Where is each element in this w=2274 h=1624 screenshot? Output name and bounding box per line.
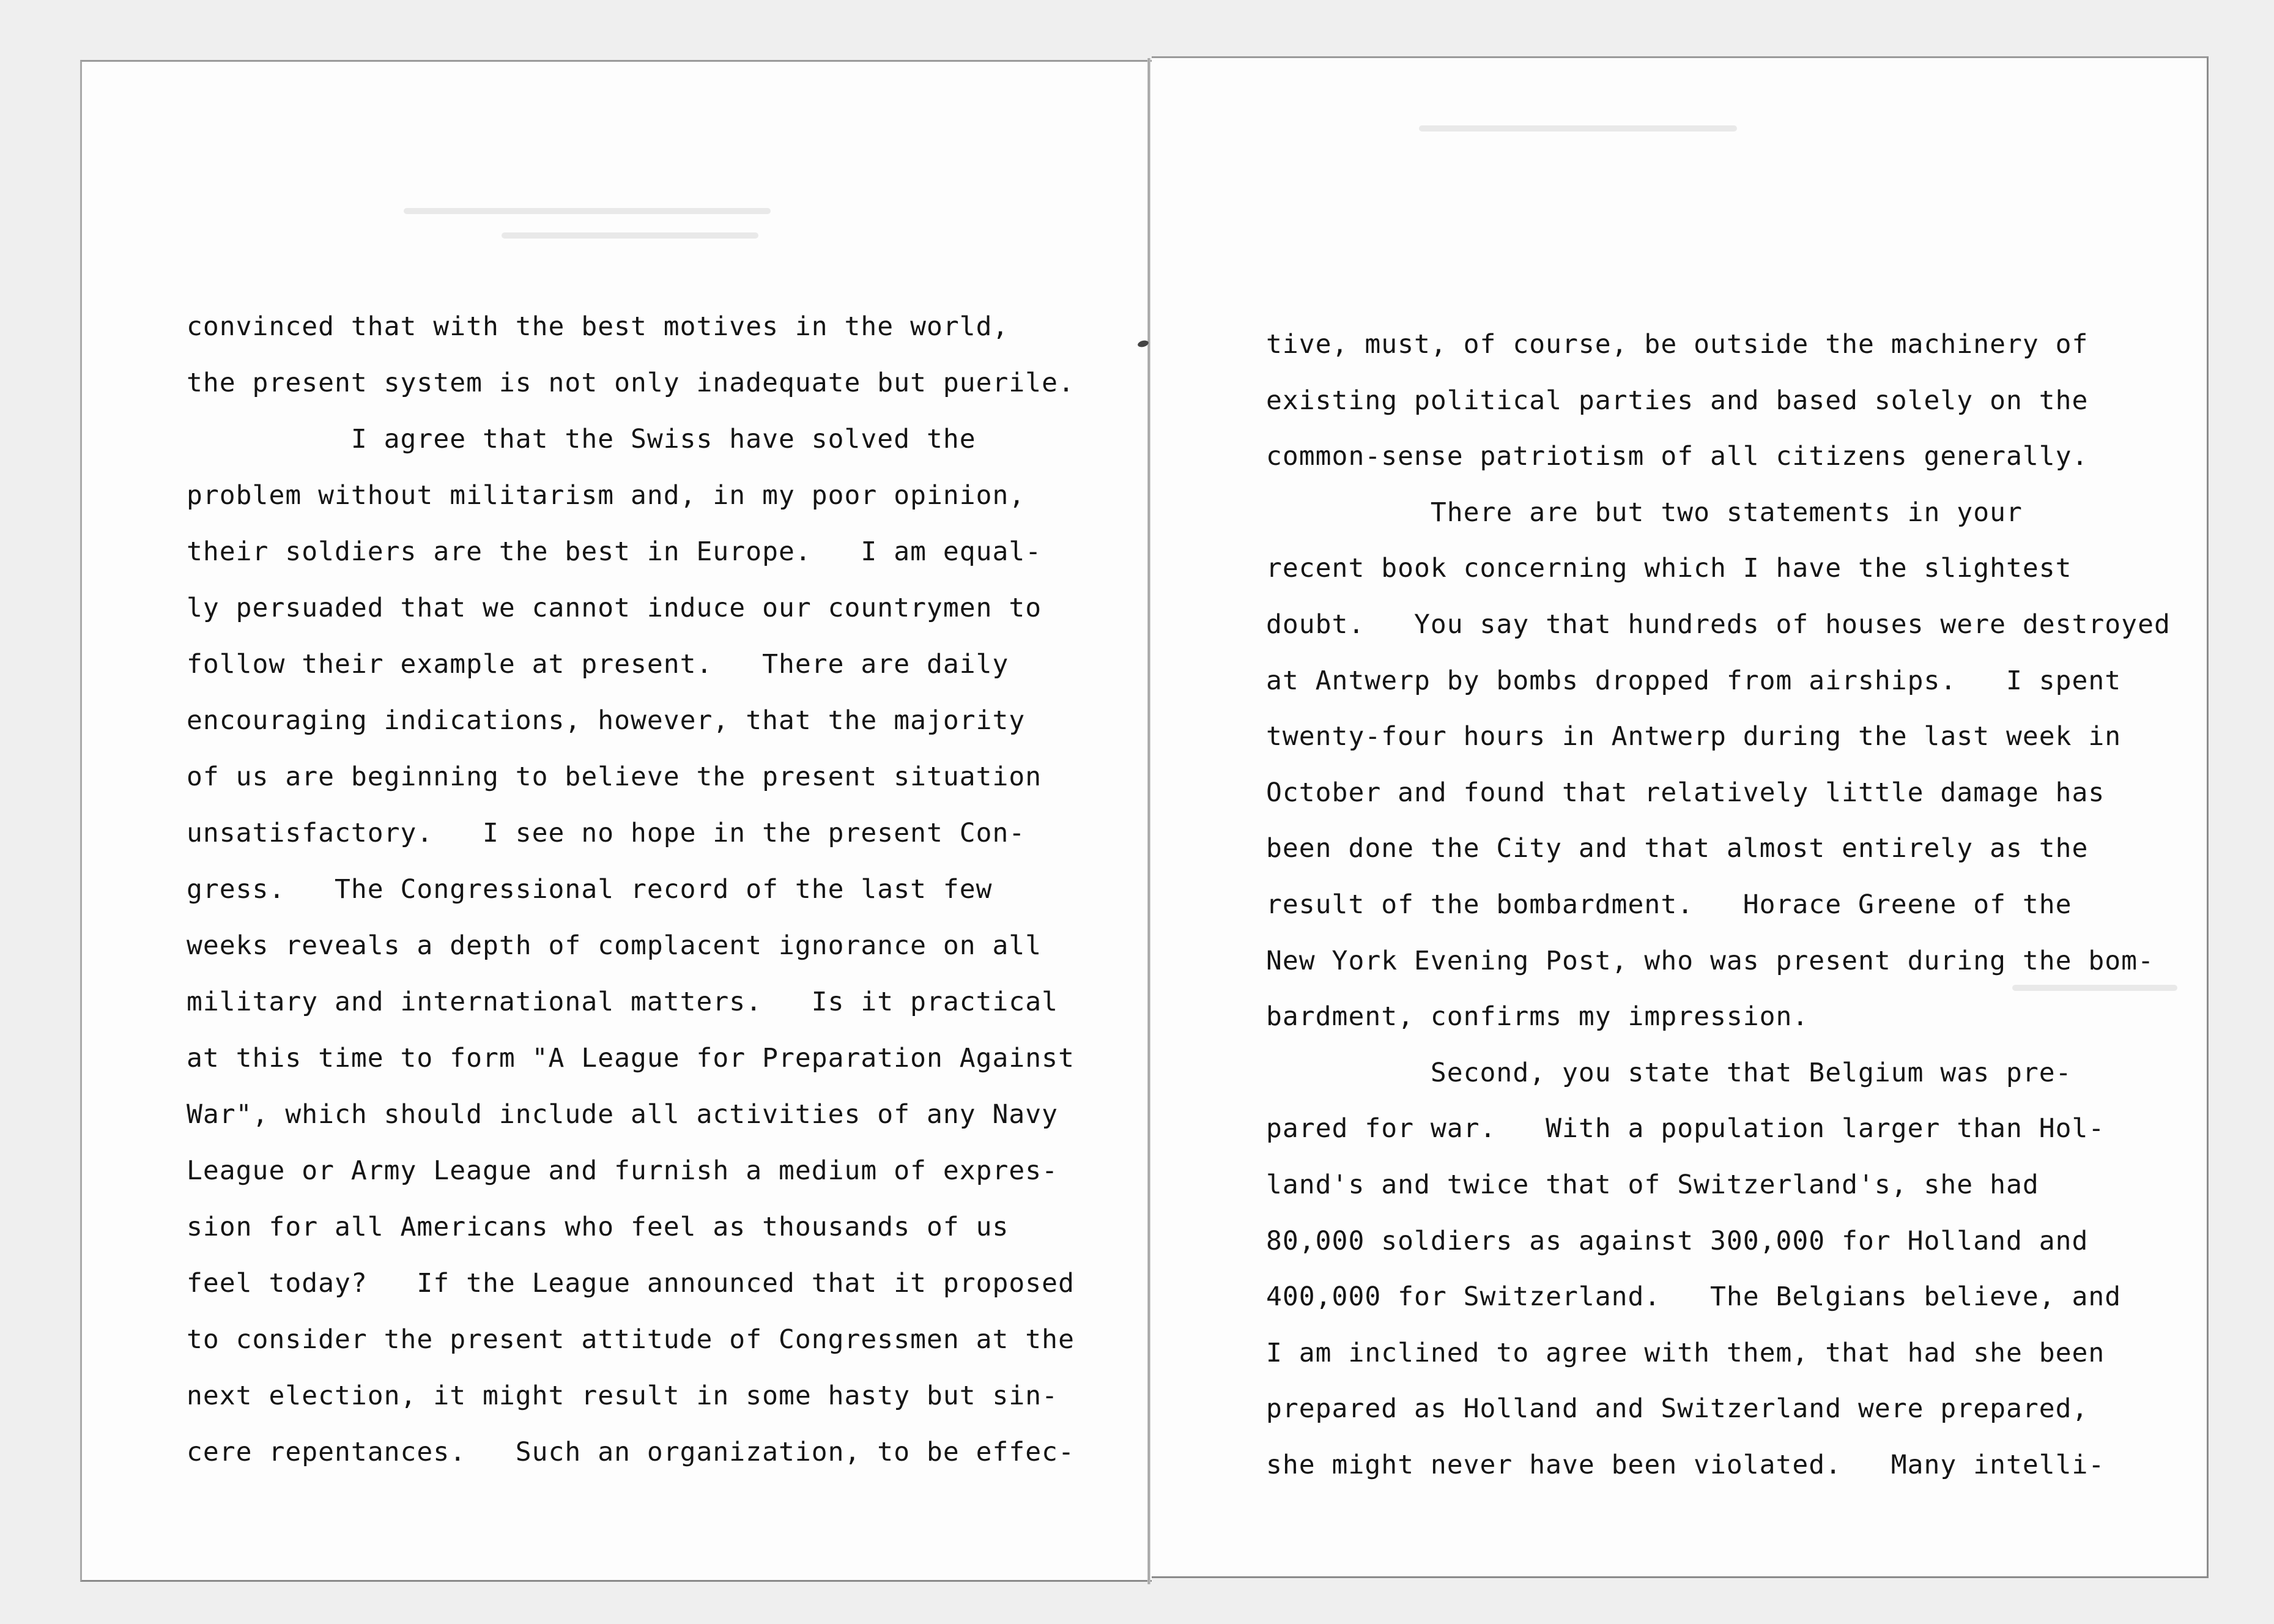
- text-line: encouraging indications, however, that the majority: [187, 705, 1026, 736]
- text-line: she might never have been violated. Many intelli-: [1266, 1449, 2105, 1480]
- text-line: their soldiers are the best in Europe. I am equal-: [187, 536, 1042, 567]
- right-page-text: [1266, 317, 2183, 1493]
- text-line: land's and twice that of Switzerland's, she had: [1266, 1169, 2039, 1200]
- text-line: the present system is not only inadequate but puerile.: [187, 368, 1075, 398]
- text-line: New York Evening Post, who was present during the bom-: [1266, 945, 2154, 976]
- text-line: recent book concerning which I have the slightest: [1266, 553, 2072, 584]
- text-line: War", which should include all activities of any Navy: [187, 1099, 1059, 1130]
- text-line: prepared as Holland and Switzerland were prepared,: [1266, 1393, 2089, 1425]
- text-line: of us are beginning to believe the present situation: [187, 762, 1042, 792]
- bleed-through-smudge: [404, 208, 771, 214]
- text-line: pared for war. With a population larger than Hol-: [1266, 1113, 2105, 1144]
- text-line: next election, it might result in some hasty but sin-: [187, 1381, 1059, 1411]
- text-line: 400,000 for Switzerland. The Belgians believe, and: [1266, 1281, 2122, 1313]
- text-line: Second, you state that Belgium was pre-: [1266, 1057, 2072, 1088]
- text-line: ly persuaded that we cannot induce our countrymen to: [187, 593, 1042, 623]
- text-line: League or Army League and furnish a medium of expres-: [187, 1155, 1059, 1186]
- text-line: follow their example at present. There are daily: [187, 649, 1009, 680]
- text-line: common-sense patriotism of all citizens generally.: [1266, 441, 2089, 472]
- text-line: to consider the present attitude of Congressmen at the: [187, 1324, 1075, 1355]
- text-line: doubt. You say that hundreds of houses were destroyed: [1266, 609, 2171, 640]
- text-line: There are but two statements in your: [1266, 497, 2023, 528]
- text-line: military and international matters. Is it practical: [187, 987, 1059, 1017]
- text-line: October and found that relatively little damage has: [1266, 777, 2105, 808]
- text-line: sion for all Americans who feel as thousands of us: [187, 1212, 1009, 1242]
- text-line: problem without militarism and, in my poor opinion,: [187, 480, 1026, 511]
- text-line: bardment, confirms my impression.: [1266, 1001, 1809, 1033]
- text-line: at Antwerp by bombs dropped from airships. I spent: [1266, 665, 2122, 696]
- text-line: existing political parties and based solely on the: [1266, 385, 2089, 416]
- text-line: tive, must, of course, be outside the machinery of: [1266, 329, 2089, 360]
- text-line: I agree that the Swiss have solved the: [187, 424, 976, 454]
- bleed-through-smudge: [502, 232, 758, 239]
- text-line: unsatisfactory. I see no hope in the present Con-: [187, 818, 1026, 848]
- text-line: twenty-four hours in Antwerp during the last week in: [1266, 721, 2122, 752]
- text-line: been done the City and that almost entirely as the: [1266, 833, 2089, 864]
- page-gutter: [1147, 58, 1150, 1584]
- left-page-text: [187, 298, 1080, 1480]
- text-line: feel today? If the League announced that it proposed: [187, 1268, 1075, 1299]
- text-line: cere repentances. Such an organization, to be effec-: [187, 1437, 1075, 1467]
- text-line: at this time to form "A League for Preparation Against: [187, 1043, 1075, 1073]
- text-line: I am inclined to agree with them, that had she been: [1266, 1337, 2105, 1368]
- bleed-through-smudge: [1419, 125, 1737, 132]
- text-line: result of the bombardment. Horace Greene of the: [1266, 889, 2072, 920]
- text-line: convinced that with the best motives in the world,: [187, 311, 1009, 342]
- text-line: weeks reveals a depth of complacent ignorance on all: [187, 930, 1042, 961]
- text-line: gress. The Congressional record of the last few: [187, 874, 993, 905]
- text-line: 80,000 soldiers as against 300,000 for Holland and: [1266, 1225, 2089, 1256]
